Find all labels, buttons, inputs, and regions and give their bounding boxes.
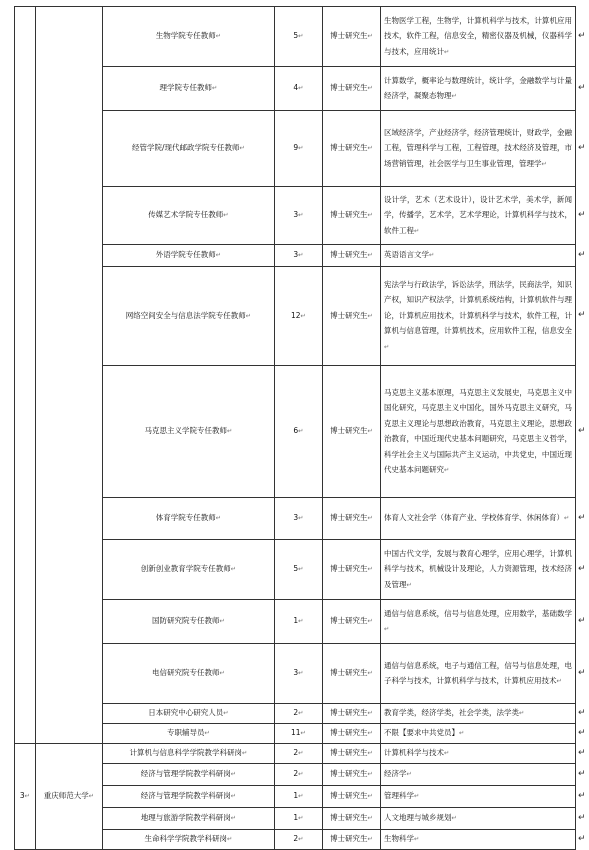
paragraph-mark: ↵ [367, 144, 373, 153]
position-text: 计算机与信息科学学院教学科研岗 [129, 748, 243, 758]
school-cell [36, 7, 103, 744]
count-text: 5 [293, 564, 299, 574]
majors-cell [381, 808, 576, 830]
paragraph-mark: ↵ [414, 792, 420, 801]
count-text: 3 [293, 668, 299, 678]
degree-cell [323, 245, 381, 267]
degree-text: 博士研究生 [330, 31, 368, 41]
position-cell [103, 540, 275, 600]
majors-text: 英语语言文学 [384, 250, 429, 260]
paragraph-mark: ↵ [519, 709, 525, 718]
row-end-mark: ↵ [578, 707, 586, 718]
paragraph-mark: ↵ [367, 251, 373, 260]
paragraph-mark: ↵ [451, 92, 457, 100]
paragraph-mark: ↵ [367, 814, 373, 823]
paragraph-mark: ↵ [384, 625, 390, 633]
count-text: 1 [293, 813, 299, 823]
majors-text: 计算数学，概率论与数理统计，统计学，金融数学与计量经济学，凝聚态物理 [384, 75, 572, 100]
majors-cell [381, 786, 576, 808]
paragraph-mark: ↵ [219, 617, 225, 626]
count-cell [275, 786, 323, 808]
majors-cell [381, 267, 576, 366]
count-cell [275, 498, 323, 540]
row-end-mark: ↵ [578, 249, 586, 260]
majors-text: 通信与信息系统，信号与信息处理，应用数学，基础数学 [384, 608, 572, 618]
position-text: 生命科学学院教学科研岗 [144, 834, 228, 844]
position-text: 专职辅导员 [167, 728, 205, 738]
majors-cell [381, 245, 576, 267]
majors-text: 人文地理与城乡规划 [384, 813, 452, 823]
position-cell [103, 267, 275, 366]
majors-text: 生物科学 [384, 834, 414, 844]
paragraph-mark: ↵ [367, 792, 373, 801]
position-cell [103, 111, 275, 187]
position-cell [103, 600, 275, 644]
paragraph-mark: ↵ [367, 669, 373, 678]
count-cell [275, 764, 323, 786]
paragraph-mark: ↵ [298, 251, 304, 260]
position-cell [103, 744, 275, 764]
degree-text: 博士研究生 [330, 143, 368, 153]
count-cell [275, 67, 323, 111]
majors-cell [381, 644, 576, 704]
count-cell [275, 187, 323, 245]
count-text: 4 [293, 83, 299, 93]
majors-text: 教育学类，经济学类，社会学类，法学类 [384, 708, 519, 718]
position-text: 地理与旅游学院教学科研岗 [140, 813, 231, 823]
count-cell [275, 111, 323, 187]
paragraph-mark: ↵ [298, 709, 304, 718]
paragraph-mark: ↵ [298, 669, 304, 678]
degree-cell [323, 724, 381, 744]
position-cell [103, 245, 275, 267]
paragraph-mark: ↵ [219, 669, 225, 678]
paragraph-mark: ↵ [215, 514, 222, 523]
position-cell [103, 808, 275, 830]
majors-text: 经济学 [384, 769, 407, 779]
position-cell [103, 786, 275, 808]
majors-cell [381, 7, 576, 67]
table-row [15, 744, 576, 764]
row-end-mark: ↵ [578, 812, 586, 823]
paragraph-mark: ↵ [367, 709, 373, 718]
row-end-mark: ↵ [578, 747, 586, 758]
paragraph-mark: ↵ [223, 211, 229, 220]
paragraph-mark: ↵ [298, 32, 304, 41]
row-end-mark: ↵ [578, 209, 586, 220]
paragraph-mark: ↵ [367, 211, 373, 220]
degree-text: 博士研究生 [330, 616, 368, 626]
paragraph-mark: ↵ [230, 792, 237, 801]
position-text: 网络空间安全与信息法学院专任教师 [125, 310, 246, 320]
majors-cell [381, 187, 576, 245]
count-cell [275, 724, 323, 744]
degree-cell [323, 764, 381, 786]
majors-cell [381, 111, 576, 187]
degree-text: 博士研究生 [330, 748, 368, 758]
paragraph-mark: ↵ [227, 835, 233, 844]
paragraph-mark: ↵ [215, 251, 222, 260]
count-cell [275, 366, 323, 498]
paragraph-mark: ↵ [541, 159, 547, 168]
count-cell [275, 644, 323, 704]
position-cell [103, 704, 275, 724]
degree-text: 博士研究生 [330, 834, 368, 844]
row-end-mark: ↵ [578, 727, 586, 738]
majors-cell [381, 704, 576, 724]
position-text: 外语学院专任教师 [155, 250, 216, 260]
count-cell [275, 600, 323, 644]
majors-text: 宪法学与行政法学，诉讼法学，刑法学，民商法学，知识产权，知识产权法学，计算机系统结构，计算机软件与理论，计算机应用技术，计算机科学与技术，软件工程，计算机与信息管理，计算机技术，应用软件工程，信息安全 [384, 279, 572, 336]
majors-cell [381, 600, 576, 644]
majors-text: 区域经济学，产业经济学，经济管理统计，财政学，金融工程，管理科学与工程，工程管理，技术经济及管理，市场营销管理，社会医学与卫生事业管理，管理学 [384, 127, 572, 168]
paragraph-mark: ↵ [444, 47, 450, 56]
count-text: 2 [293, 708, 299, 718]
majors-text: 中国古代文学，发展与教育心理学，应用心理学，计算机科学与技术，机械设计及理论，人力资源管理，技术经济及管理 [384, 548, 572, 589]
count-cell [275, 245, 323, 267]
position-cell [103, 644, 275, 704]
paragraph-mark: ↵ [204, 729, 210, 738]
paragraph-mark: ↵ [451, 814, 457, 823]
position-text: 经济与管理学院教学科研岗 [140, 791, 231, 801]
majors-text: 管理科学 [384, 791, 414, 801]
paragraph-mark: ↵ [459, 729, 465, 738]
position-cell [103, 764, 275, 786]
row-end-mark: ↵ [578, 790, 586, 801]
majors-cell [381, 540, 576, 600]
paragraph-mark: ↵ [298, 427, 304, 436]
paragraph-mark: ↵ [298, 617, 304, 626]
majors-cell [381, 724, 576, 744]
paragraph-mark: ↵ [230, 565, 237, 574]
degree-cell [323, 366, 381, 498]
majors-text: 设计学，艺术（艺术设计），设计艺术学，美术学，新闻学，传播学，艺术学，艺术学理论，计算机科学与技术，软件工程 [384, 194, 572, 235]
paragraph-mark: ↵ [227, 427, 233, 436]
position-text: 生物学院专任教师 [155, 31, 216, 41]
position-text: 经济与管理学院教学科研岗 [140, 769, 231, 779]
paragraph-mark: ↵ [367, 84, 373, 93]
position-cell [103, 67, 275, 111]
count-text: 2 [293, 748, 299, 758]
count-cell [275, 830, 323, 850]
paragraph-mark: ↵ [242, 749, 248, 758]
majors-text: 马克思主义基本原理，马克思主义发展史，马克思主义中国化研究，马克思主义中国化，国外马克思主义研究，马克思主义理论与思想政治教育，马克思主义理论，思想政治教育，中国近现代史基本问题研究，马克思主义哲学，科学社会主义与国际共产主义运动，中共党史，中国近现代史基本问题研究 [384, 387, 572, 474]
degree-text: 博士研究生 [330, 426, 368, 436]
paragraph-mark: ↵ [367, 617, 373, 626]
position-text: 传媒艺术学院专任教师 [148, 210, 224, 220]
position-text: 经管学院/现代邮政学院专任教师 [132, 143, 240, 153]
paragraph-mark: ↵ [298, 211, 304, 220]
count-text: 3 [293, 513, 299, 523]
row-end-mark: ↵ [578, 30, 586, 41]
paragraph-mark: ↵ [406, 770, 412, 779]
paragraph-mark: ↵ [444, 749, 450, 758]
paragraph-mark: ↵ [88, 792, 95, 801]
paragraph-mark: ↵ [245, 311, 252, 320]
count-cell [275, 808, 323, 830]
paragraph-mark: ↵ [444, 466, 450, 474]
count-cell [275, 704, 323, 724]
paragraph-mark: ↵ [298, 770, 304, 779]
majors-text: 生物医学工程，生物学，计算机科学与技术，计算机应用技术，软件工程，信息安全，精密仪器及机械，仪器科学与技术，应用统计 [384, 15, 572, 56]
count-text: 1 [293, 791, 299, 801]
paragraph-mark: ↵ [564, 514, 570, 523]
position-cell [103, 830, 275, 850]
degree-cell [323, 808, 381, 830]
position-text: 体育学院专任教师 [155, 513, 216, 523]
majors-cell [381, 744, 576, 764]
paragraph-mark: ↵ [414, 226, 420, 235]
row-end-mark: ↵ [578, 615, 586, 626]
degree-text: 博士研究生 [330, 513, 368, 523]
majors-cell [381, 498, 576, 540]
majors-cell [381, 67, 576, 111]
position-text: 马克思主义学院专任教师 [144, 426, 228, 436]
paragraph-mark: ↵ [298, 144, 304, 153]
count-text: 2 [293, 769, 299, 779]
count-text: 3 [293, 210, 299, 220]
paragraph-mark: ↵ [212, 84, 218, 93]
degree-text: 博士研究生 [330, 310, 368, 320]
count-cell [275, 540, 323, 600]
row-end-mark: ↵ [578, 768, 586, 779]
row-end-mark: ↵ [578, 563, 586, 574]
paragraph-mark: ↵ [239, 144, 245, 153]
majors-text: 计算机科学与技术 [384, 748, 444, 758]
majors-cell [381, 830, 576, 850]
position-cell [103, 7, 275, 67]
paragraph-mark: ↵ [384, 342, 390, 351]
paragraph-mark: ↵ [215, 32, 222, 41]
paragraph-mark: ↵ [223, 709, 229, 718]
degree-text: 博士研究生 [330, 250, 368, 260]
degree-cell [323, 7, 381, 67]
count-text: 6 [293, 426, 299, 436]
degree-cell [323, 644, 381, 704]
degree-cell [323, 67, 381, 111]
paragraph-mark: ↵ [367, 835, 373, 844]
majors-text: 体育人文社会学（体育产业、学校体育学、休闲体育） [384, 513, 564, 523]
row-end-mark: ↵ [578, 667, 586, 678]
paragraph-mark: ↵ [230, 770, 237, 779]
paragraph-mark: ↵ [298, 814, 304, 823]
paragraph-mark: ↵ [367, 311, 373, 320]
paragraph-mark: ↵ [367, 514, 373, 523]
degree-cell [323, 187, 381, 245]
degree-text: 博士研究生 [330, 210, 368, 220]
degree-text: 博士研究生 [330, 708, 368, 718]
paragraph-mark: ↵ [24, 792, 31, 801]
position-text: 创新创业教育学院专任教师 [140, 564, 231, 574]
majors-text: 不限【要求中共党员】 [384, 728, 459, 738]
paragraph-mark: ↵ [367, 565, 373, 574]
position-cell [103, 187, 275, 245]
row-end-mark: ↵ [578, 833, 586, 844]
count-cell [275, 267, 323, 366]
row-end-mark: ↵ [578, 82, 586, 93]
count-text: 11 [291, 728, 301, 738]
degree-cell [323, 498, 381, 540]
index-cell [15, 7, 36, 744]
paragraph-mark: ↵ [367, 729, 373, 738]
paragraph-mark: ↵ [367, 32, 373, 41]
row-end-mark: ↵ [578, 142, 586, 153]
degree-text: 博士研究生 [330, 564, 368, 574]
paragraph-mark: ↵ [406, 580, 412, 589]
degree-text: 博士研究生 [330, 728, 368, 738]
count-text: 1 [293, 616, 299, 626]
degree-cell [323, 704, 381, 724]
majors-cell [381, 764, 576, 786]
count-text: 9 [293, 143, 299, 153]
paragraph-mark: ↵ [298, 792, 304, 801]
paragraph-mark: ↵ [298, 84, 304, 93]
position-cell [103, 724, 275, 744]
degree-text: 博士研究生 [330, 791, 368, 801]
paragraph-mark: ↵ [230, 814, 237, 823]
row-end-mark: ↵ [578, 310, 586, 320]
paragraph-mark: ↵ [556, 677, 562, 685]
paragraph-mark: ↵ [429, 251, 435, 260]
degree-cell [323, 786, 381, 808]
paragraph-mark: ↵ [298, 565, 304, 574]
paragraph-mark: ↵ [367, 427, 373, 436]
degree-cell [323, 267, 381, 366]
majors-text: 通信与信息系统，电子与通信工程，信号与信息处理，电子科学与技术，计算机科学与技术，计算机应用技术 [384, 660, 572, 685]
count-text: 3 [293, 250, 299, 260]
index-text: 3 [19, 791, 25, 801]
position-text: 电信研究院专任教师 [152, 668, 220, 678]
count-text: 12 [291, 310, 301, 320]
degree-text: 博士研究生 [330, 813, 368, 823]
school-text: 重庆师范大学 [43, 791, 89, 801]
degree-cell [323, 111, 381, 187]
table-row [15, 7, 576, 67]
degree-text: 博士研究生 [330, 769, 368, 779]
paragraph-mark: ↵ [298, 835, 304, 844]
position-text: 理学院专任教师 [159, 83, 213, 93]
degree-cell [323, 540, 381, 600]
position-text: 日本研究中心研究人员 [148, 708, 224, 718]
count-text: 5 [293, 31, 299, 41]
paragraph-mark: ↵ [367, 749, 373, 758]
paragraph-mark: ↵ [367, 770, 373, 779]
degree-cell [323, 830, 381, 850]
recruitment-table [14, 6, 576, 850]
degree-cell [323, 744, 381, 764]
paragraph-mark: ↵ [300, 729, 306, 738]
count-cell [275, 744, 323, 764]
position-cell [103, 366, 275, 498]
row-end-mark: ↵ [578, 512, 586, 523]
paragraph-mark: ↵ [414, 835, 420, 844]
degree-text: 博士研究生 [330, 83, 368, 93]
position-cell [103, 498, 275, 540]
count-cell [275, 7, 323, 67]
majors-cell [381, 366, 576, 498]
degree-text: 博士研究生 [330, 668, 368, 678]
paragraph-mark: ↵ [298, 749, 304, 758]
paragraph-mark: ↵ [300, 311, 306, 320]
row-end-mark: ↵ [578, 425, 586, 436]
count-text: 2 [293, 834, 299, 844]
paragraph-mark: ↵ [298, 514, 304, 523]
degree-cell [323, 600, 381, 644]
position-text: 国防研究院专任教师 [152, 616, 220, 626]
